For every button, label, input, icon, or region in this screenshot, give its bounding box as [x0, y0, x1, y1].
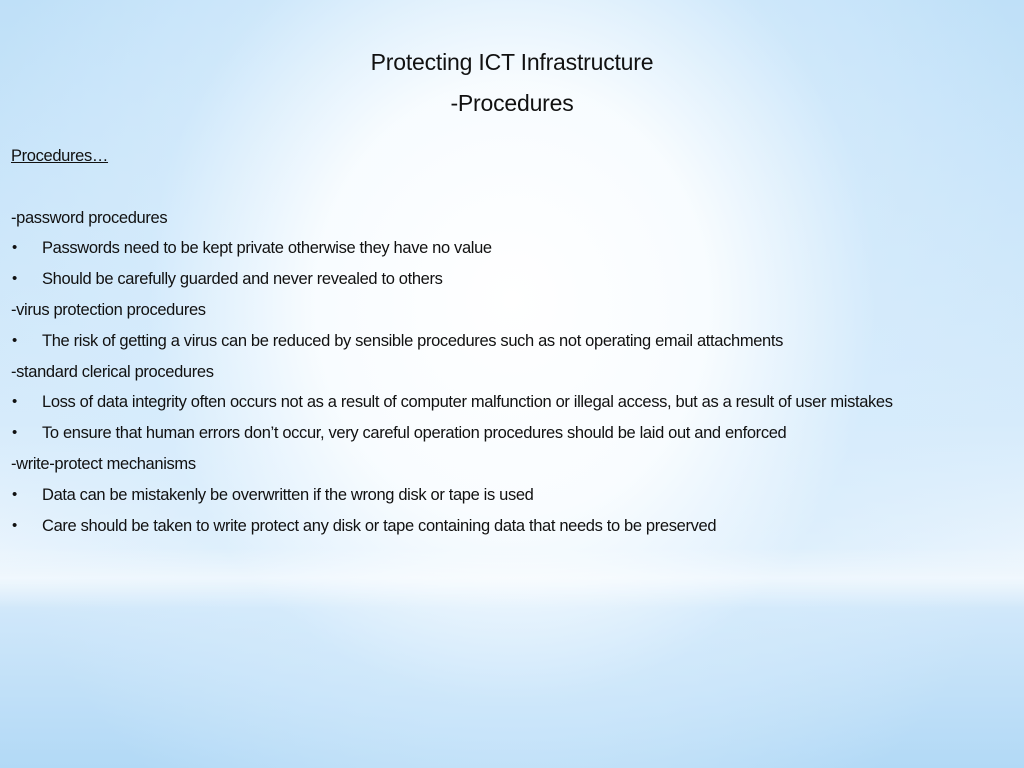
- list-item-text: To ensure that human errors don’t occur, very careful operation procedures should be laid out and enforced: [42, 424, 787, 443]
- list-item-text: Data can be mistakenly be overwritten if the wrong disk or tape is used: [42, 485, 534, 504]
- list-item: [11, 418, 1011, 449]
- bullet-icon: •: [12, 239, 17, 257]
- section-heading: -password procedures: [11, 208, 168, 227]
- list-item: [11, 326, 1011, 357]
- bullet-icon: •: [12, 485, 17, 503]
- slide-body: [11, 141, 1011, 541]
- section-heading: -write-protect mechanisms: [11, 454, 196, 473]
- blank-line: [11, 172, 1011, 203]
- list-item-text: Should be carefully guarded and never revealed to others: [42, 270, 443, 289]
- lead-text: Procedures…: [11, 147, 109, 165]
- list-item: [11, 233, 1011, 264]
- list-item-text: Loss of data integrity often occurs not as a result of computer malfunction or illegal access, but as a result of user mistakes: [42, 393, 893, 412]
- bullet-icon: •: [12, 331, 17, 349]
- background-haze: [0, 548, 1024, 608]
- section-heading: -standard clerical procedures: [11, 362, 214, 381]
- section-heading: -virus protection procedures: [11, 300, 206, 319]
- list-item-text: The risk of getting a virus can be reduced by sensible procedures such as not operating email attachments: [42, 331, 784, 350]
- list-item: [11, 480, 1011, 511]
- slide-title: Protecting ICT Infrastructure: [370, 49, 654, 75]
- slide-subtitle: -Procedures: [450, 90, 574, 116]
- bullet-icon: •: [12, 270, 17, 288]
- bullet-icon: •: [12, 516, 17, 534]
- list-item-text: Passwords need to be kept private otherwise they have no value: [42, 239, 492, 258]
- bullet-icon: •: [12, 424, 17, 442]
- list-item: [11, 264, 1011, 295]
- list-item-text: Care should be taken to write protect any disk or tape containing data that needs to be preserved: [42, 516, 717, 535]
- bullet-icon: •: [12, 393, 17, 411]
- list-item: [11, 387, 1011, 418]
- list-item: [11, 511, 1011, 542]
